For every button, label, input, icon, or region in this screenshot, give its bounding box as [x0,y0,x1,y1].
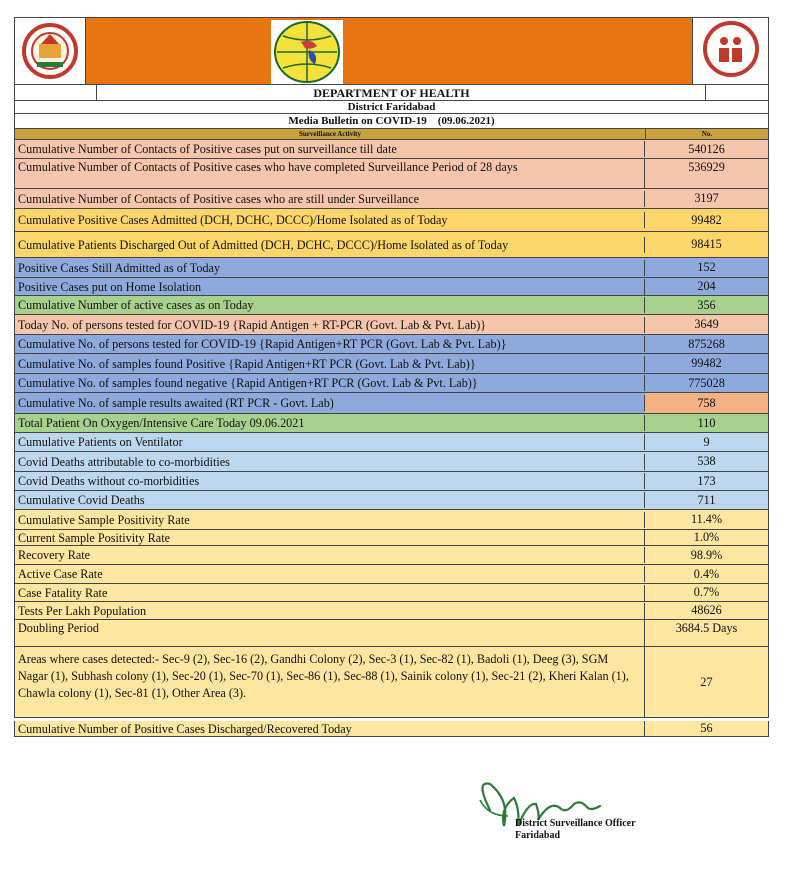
row-value: 110 [697,415,716,430]
row-label: Cumulative Patients Discharged Out of Admitted (DCH, DCHC, DCCC)/Home Isolated as of Today [15,237,645,253]
row-label: Cumulative Sample Positivity Rate [15,512,645,528]
row-value: 98415 [691,237,722,251]
row-label: Total Patient On Oxygen/Intensive Care Today 09.06.2021 [15,415,645,431]
table-row [14,159,769,189]
signature-place: Faridabad [515,830,561,841]
bulletin-sheet [14,17,769,737]
row-value: 0.7% [693,585,720,599]
district-title: District Faridabad [14,101,769,114]
row-label: Cumulative No. of samples found negative {Rapid Antigen+RT PCR (Govt. Lab & Pvt. Lab)} [15,375,645,391]
table-row [14,414,769,433]
row-value: 0.4% [693,566,720,581]
row-value: 99482 [691,356,722,370]
row-value: 173 [697,473,716,488]
stats-table [14,140,769,737]
table-row [14,433,769,452]
row-label: Cumulative Number of Contacts of Positive cases who are still under Surveillance [15,191,645,207]
signature-block [515,818,636,842]
table-row [14,491,769,510]
table-row [14,647,769,718]
row-value: 56 [700,721,713,735]
row-label: Today No. of persons tested for COVID-19 {Rapid Antigen + RT-PCR (Govt. Lab & Pvt. Lab)} [15,317,645,333]
table-row [14,258,769,278]
column-header [14,129,769,140]
row-value: 536929 [688,160,725,174]
table-row [14,620,769,647]
row-value: 758 [645,393,768,413]
row-label: Active Case Rate [15,566,645,582]
col-no-header: No. [701,130,713,138]
national-health-mission-logo [692,18,768,84]
row-value: 711 [697,492,716,507]
table-row [14,315,769,335]
row-value: 356 [697,297,716,312]
row-value: 3684.5 Days [675,621,738,635]
row-label: Case Fatality Rate [15,585,645,601]
table-row [14,721,769,737]
row-label: Cumulative No. of persons tested for COVID-19 {Rapid Antigen+RT PCR (Govt. Lab & Pvt. Lab)} [15,336,645,352]
row-value: 875268 [688,336,725,351]
row-label: Doubling Period [15,620,645,646]
table-row [14,584,769,602]
row-value: 9 [703,434,710,449]
table-row [14,296,769,315]
table-row [14,354,769,374]
table-row [14,278,769,296]
row-label: Cumulative Number of Positive Cases Discharged/Recovered Today [15,721,645,737]
table-row [14,472,769,491]
row-value: 540126 [688,141,725,156]
haryana-emblem-logo [15,18,86,84]
row-label: Cumulative Patients on Ventilator [15,434,645,450]
table-row [14,232,769,258]
row-value: 48626 [691,603,722,617]
row-value: 538 [697,454,716,468]
row-label: Cumulative Number of active cases as on Today [15,297,645,313]
row-value: 204 [697,279,716,293]
row-value: 152 [697,260,716,274]
row-value: 775028 [688,375,725,390]
department-text: DEPARTMENT OF HEALTH [313,86,470,100]
row-label: Positive Cases put on Home Isolation [15,279,645,295]
table-row [14,546,769,565]
department-title [14,85,769,101]
table-row [14,335,769,354]
row-label: Positive Cases Still Admitted as of Today [15,260,645,276]
row-label: Covid Deaths attributable to co-morbidities [15,454,645,470]
header-banner [14,17,769,85]
row-label: Covid Deaths without co-morbidities [15,473,645,489]
table-row [14,565,769,584]
row-value: 11.4% [690,512,723,526]
row-label: Cumulative No. of samples found Positive {Rapid Antigen+RT PCR (Govt. Lab & Pvt. Lab)} [15,356,645,372]
row-value: 3197 [694,191,719,205]
row-label: Cumulative Number of Contacts of Positive cases who have completed Surveillance Period of 28 days [15,159,645,188]
row-label: Tests Per Lakh Population [15,603,645,619]
table-row [14,510,769,530]
table-row [14,140,769,159]
row-value: 27 [700,674,713,689]
row-value: 1.0% [693,530,720,544]
row-label: Cumulative Number of Contacts of Positive cases put on surveillance till date [15,141,645,157]
signature-title: District Surveillance Officer [515,818,636,829]
row-label: Recovery Rate [15,547,645,563]
row-value: 99482 [691,212,722,227]
globe-logo [271,20,343,84]
table-row [14,209,769,232]
row-label: Current Sample Positivity Rate [15,530,645,546]
table-row [14,374,769,393]
row-value: 98.9% [690,547,723,562]
row-label: Cumulative Covid Deaths [15,492,645,508]
row-value: 3649 [694,317,719,331]
table-row [14,189,769,209]
bulletin-title: Media Bulletin on COVID-19 (09.06.2021) [14,114,769,129]
col-activity-header: Surveillance Activity [15,129,646,139]
row-label: Cumulative Positive Cases Admitted (DCH, DCHC, DCCC)/Home Isolated as of Today [15,212,645,228]
table-row [14,393,769,414]
table-row [14,452,769,472]
row-label: Cumulative No. of sample results awaited (RT PCR - Govt. Lab) [15,395,645,411]
table-row [14,602,769,620]
row-label: Areas where cases detected:- Sec-9 (2), Sec-16 (2), Gandhi Colony (2), Sec-3 (1), Sec-82 (1), Badoli (1), Deeg (3), SGM Nagar (1), Subhash colony (1), Sec-20 (1), Sec-70 (1), Sec-86 (1), Sec-88 (1), Sainik colony (1), Sec-21 (2), Kheri Kalan (1), Chawla colony (1), Sec-81 (1), Other Area (3). [15,647,645,717]
table-row [14,530,769,546]
